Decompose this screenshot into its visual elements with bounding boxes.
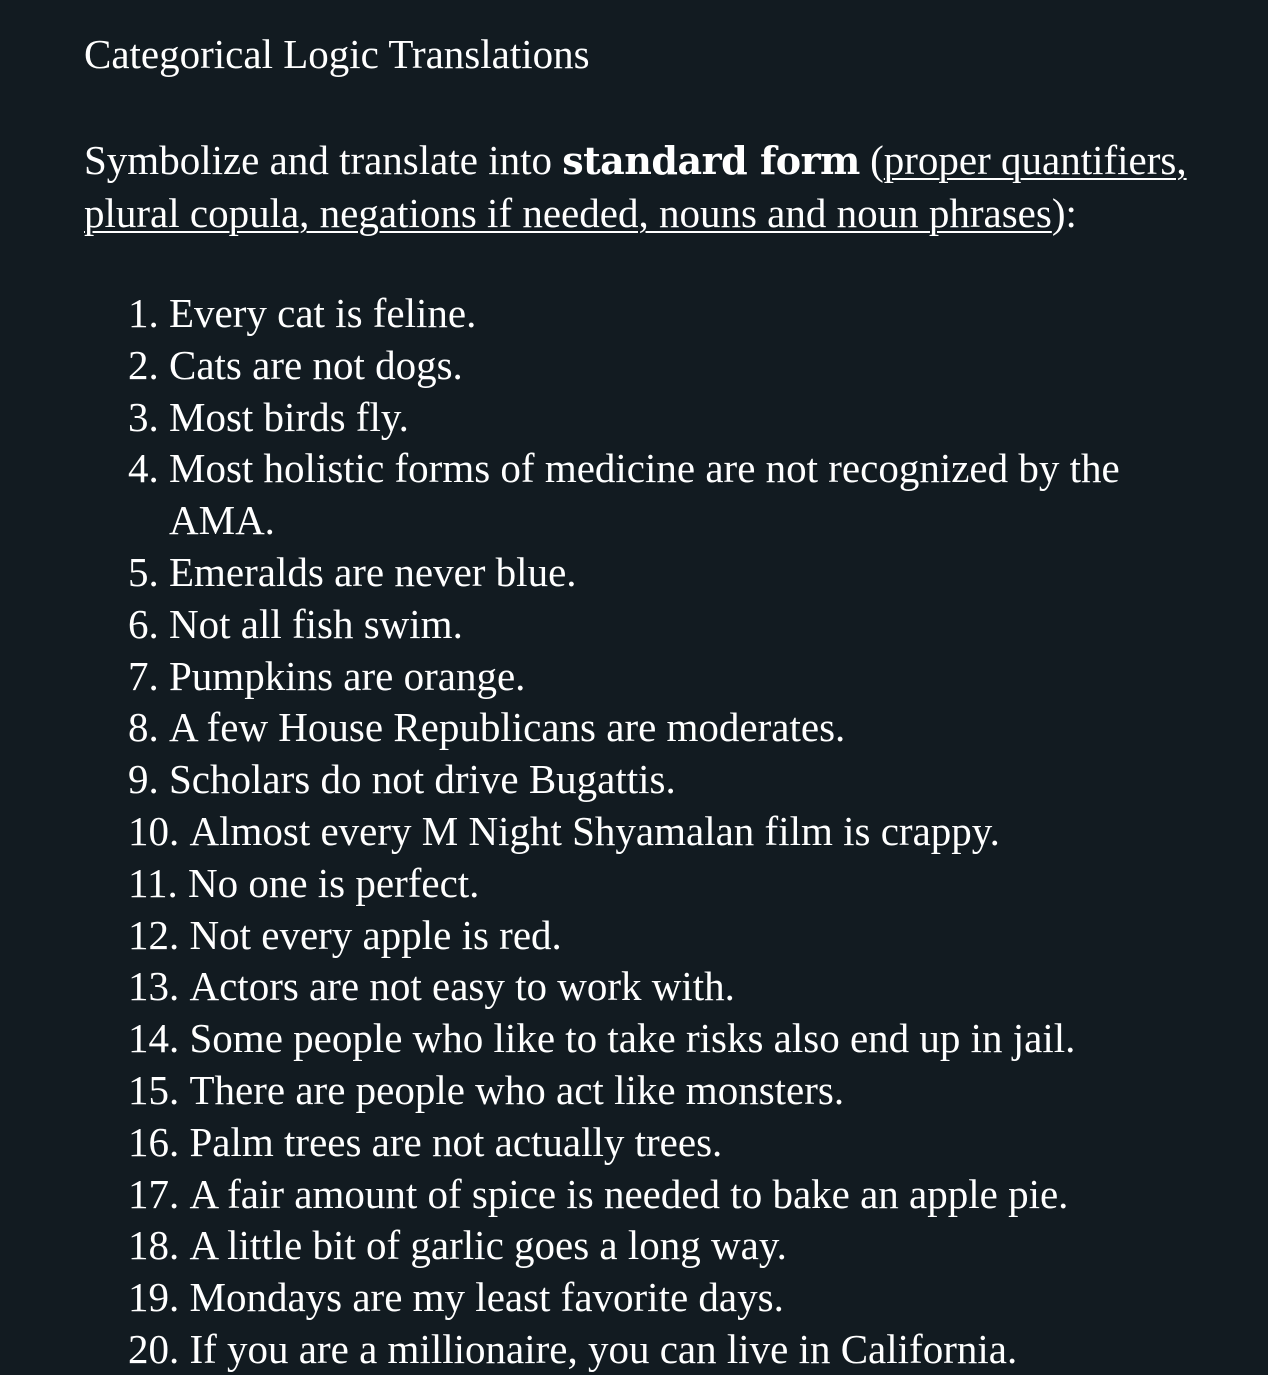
list-item	[128, 1220, 1228, 1272]
list-item	[128, 1065, 1228, 1117]
list-item	[128, 392, 1228, 444]
list-item-number: 17.	[128, 1170, 190, 1217]
list-item-number: 12.	[128, 911, 190, 958]
list-item	[128, 547, 1228, 599]
list-item-text: A few House Republicans are moderates.	[169, 704, 846, 751]
list-item-number: 10.	[128, 807, 190, 854]
instructions-suffix: ):	[1051, 190, 1077, 236]
instructions-open-paren: (	[859, 137, 884, 183]
list-item	[128, 1169, 1228, 1221]
list-item-text: Scholars do not drive Bugattis.	[169, 756, 676, 803]
list-item-number: 19.	[128, 1274, 190, 1321]
list-item-number: 4.	[128, 445, 169, 492]
list-item-number: 14.	[128, 1015, 190, 1062]
list-item-text: There are people who act like monsters.	[189, 1066, 845, 1113]
list-item	[128, 910, 1228, 962]
instructions-bold-term: standard form	[562, 138, 860, 183]
instructions-prefix: Symbolize and translate into	[84, 137, 563, 183]
list-item	[128, 858, 1228, 910]
list-item-number: 7.	[128, 652, 169, 699]
list-item	[128, 961, 1228, 1013]
list-item-number: 3.	[128, 393, 169, 440]
list-item-number: 6.	[128, 600, 169, 647]
list-item-text: Almost every M Night Shyamalan film is crappy.	[189, 807, 1000, 854]
list-item-number: 16.	[128, 1118, 190, 1165]
list-item-text: No one is perfect.	[187, 859, 480, 906]
list-item-number: 9.	[128, 756, 169, 803]
list-item-number: 18.	[128, 1222, 190, 1269]
list-item-text: Palm trees are not actually trees.	[189, 1118, 723, 1165]
list-item	[128, 1272, 1228, 1324]
list-item-number: 1.	[128, 290, 169, 336]
list-item	[128, 599, 1228, 651]
list-item-text: Most holistic forms of medicine are not recognized by the AMA.	[169, 445, 1120, 544]
list-item-text: Mondays are my least favorite days.	[189, 1274, 784, 1321]
list-item-text: Actors are not easy to work with.	[189, 963, 735, 1010]
page-title: Categorical Logic Translations	[84, 31, 590, 77]
list-item-number: 15.	[128, 1066, 190, 1113]
list-item-text: Pumpkins are orange.	[169, 652, 526, 699]
list-item-text: Cats are not dogs.	[169, 341, 463, 388]
list-item-text: Some people who like to take risks also end up in jail.	[189, 1015, 1076, 1062]
list-item	[128, 651, 1228, 703]
list-item	[128, 702, 1228, 754]
list-item-text: Most birds fly.	[169, 393, 409, 440]
list-item	[128, 288, 1228, 340]
instructions-paragraph	[84, 134, 1244, 239]
list-item-text: A little bit of garlic goes a long way.	[189, 1222, 787, 1269]
instructions-underlined-criteria: proper quantifiers, plural copula, negations if needed, nouns and noun phrases	[84, 137, 1187, 236]
list-item-number: 13.	[128, 963, 190, 1010]
list-item	[128, 1117, 1228, 1169]
list-item-text: A fair amount of spice is needed to bake an apple pie.	[189, 1170, 1069, 1217]
list-item	[128, 443, 1228, 547]
list-item-text: Every cat is feline.	[169, 290, 477, 336]
list-item-text: If you are a millionaire, you can live in California.	[189, 1325, 1018, 1372]
list-item	[128, 806, 1228, 858]
list-item-number: 20.	[128, 1325, 190, 1372]
list-item-text: Emeralds are never blue.	[169, 548, 577, 595]
list-item	[128, 1013, 1228, 1065]
list-item-number: 11.	[128, 859, 188, 906]
list-item	[128, 754, 1228, 806]
sentence-list	[128, 288, 1228, 1375]
list-item	[128, 1324, 1228, 1375]
list-item-number: 8.	[128, 704, 169, 751]
list-item-text: Not every apple is red.	[189, 911, 562, 958]
list-item	[128, 340, 1228, 392]
list-item-text: Not all fish swim.	[169, 600, 463, 647]
list-item-number: 2.	[128, 341, 169, 388]
list-item-number: 5.	[128, 548, 169, 595]
document-page	[84, 0, 1244, 1375]
